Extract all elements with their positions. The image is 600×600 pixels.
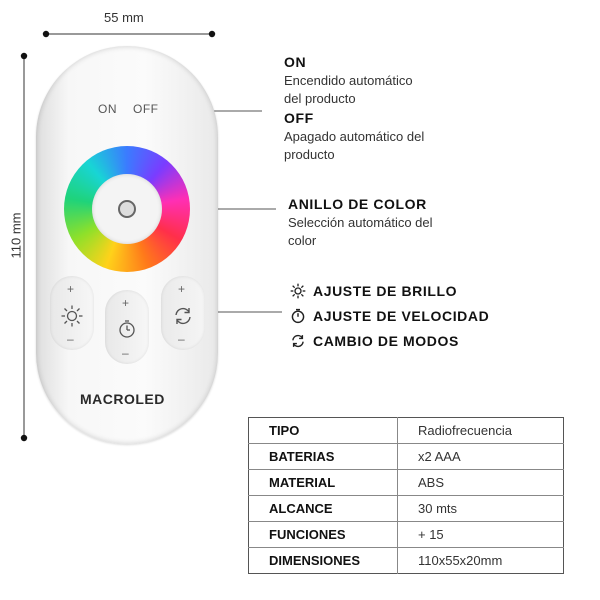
sun-icon xyxy=(60,304,84,328)
table-row xyxy=(249,444,564,470)
color-ring[interactable] xyxy=(64,146,190,272)
table-row xyxy=(249,496,564,522)
spec-value: x2 AAA xyxy=(398,444,564,470)
spec-key: DIMENSIONES xyxy=(249,548,398,574)
off-button[interactable]: OFF xyxy=(133,102,159,116)
spec-value: + 15 xyxy=(398,522,564,548)
off-callout-line-1: Apagado automático del xyxy=(284,129,425,144)
mode-minus: – xyxy=(178,332,185,346)
speed-button[interactable] xyxy=(105,290,149,364)
brightness-minus: – xyxy=(67,332,74,346)
table-row xyxy=(249,522,564,548)
on-callout-line-1: Encendido automático xyxy=(284,73,413,88)
legend-modes-label: CAMBIO DE MODOS xyxy=(313,333,459,349)
speed-minus: – xyxy=(122,346,129,360)
center-button[interactable] xyxy=(118,200,136,218)
mode-plus: + xyxy=(178,282,186,296)
legend-speed-label: AJUSTE DE VELOCIDAD xyxy=(313,308,490,324)
brightness-plus: + xyxy=(67,282,75,296)
on-callout-title: ON xyxy=(284,54,307,70)
mode-button[interactable] xyxy=(161,276,205,350)
timer-icon xyxy=(290,308,306,324)
cycle-icon xyxy=(290,333,306,349)
spec-value: 110x55x20mm xyxy=(418,553,503,568)
legend-speed xyxy=(290,308,489,324)
brand-logo: MACROLED xyxy=(80,391,165,407)
legend-modes xyxy=(290,333,459,349)
on-button[interactable]: ON xyxy=(98,102,117,116)
timer-icon xyxy=(117,319,137,339)
legend-brightness xyxy=(290,283,457,299)
spec-key: BATERIAS xyxy=(249,444,398,470)
spec-key: ALCANCE xyxy=(249,496,398,522)
brightness-button[interactable] xyxy=(50,276,94,350)
spec-key: MATERIAL xyxy=(249,470,398,496)
color-callout-title: ANILLO DE COLOR xyxy=(288,196,427,212)
spec-key: TIPO xyxy=(249,418,398,444)
color-callout-line-1: Selección automático del xyxy=(288,215,433,230)
sun-icon xyxy=(290,283,306,299)
specs-table xyxy=(248,417,564,574)
width-dimension-label: 55 mm xyxy=(104,10,144,25)
off-callout-line-2: producto xyxy=(284,147,335,162)
spec-value: Radiofrecuencia xyxy=(398,418,564,444)
speed-plus: + xyxy=(122,296,130,310)
off-callout-title: OFF xyxy=(284,110,314,126)
on-callout-line-2: del producto xyxy=(284,91,356,106)
table-row xyxy=(249,418,564,444)
spec-value: ABS xyxy=(398,470,564,496)
height-dimension-label: 110 mm xyxy=(8,212,24,259)
table-row xyxy=(249,548,564,574)
spec-key: FUNCIONES xyxy=(249,522,398,548)
table-row xyxy=(249,470,564,496)
legend-brightness-label: AJUSTE DE BRILLO xyxy=(313,283,458,299)
color-callout-line-2: color xyxy=(288,233,317,248)
spec-value: 30 mts xyxy=(398,496,564,522)
cycle-icon xyxy=(172,305,194,327)
